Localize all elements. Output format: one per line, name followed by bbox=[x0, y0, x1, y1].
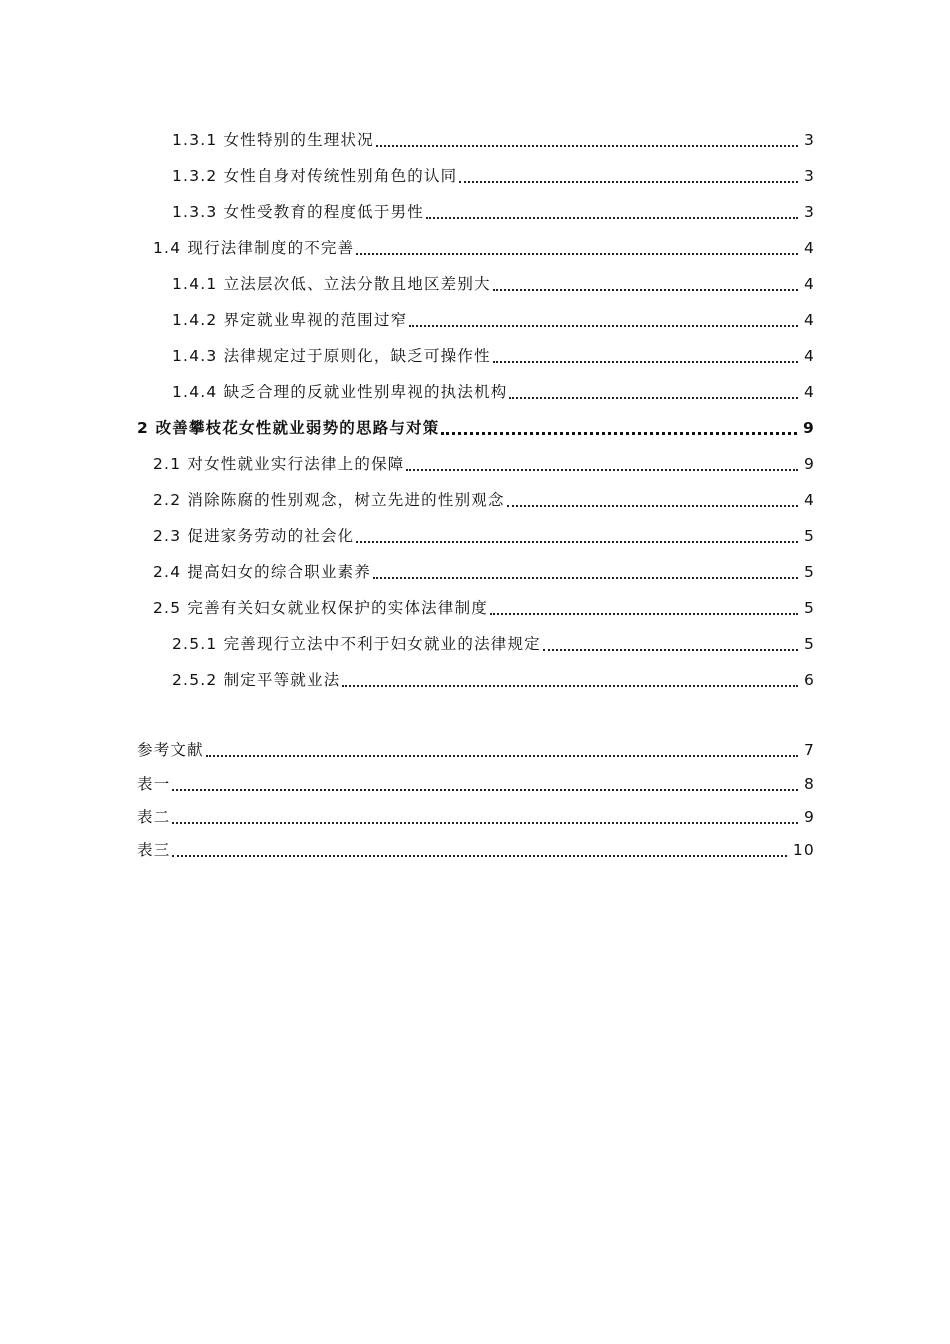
toc-entry-page: 8 bbox=[803, 775, 815, 793]
toc-entry-title: 2.5.2 制定平等就业法 bbox=[172, 671, 341, 689]
toc-entry-title: 1.3.1 女性特别的生理状况 bbox=[172, 131, 374, 149]
toc-entry-page: 5 bbox=[803, 599, 815, 617]
toc-entry[interactable] bbox=[153, 556, 815, 584]
toc-entry-page: 7 bbox=[803, 741, 815, 759]
toc-entry-title: 参考文献 bbox=[137, 741, 204, 759]
toc-leader-dots bbox=[509, 390, 797, 399]
toc-entry-page: 4 bbox=[803, 491, 815, 509]
toc-leader-dots bbox=[356, 534, 798, 543]
toc-entry[interactable] bbox=[153, 448, 815, 476]
toc-entry[interactable] bbox=[153, 592, 815, 620]
toc-entry[interactable] bbox=[172, 628, 815, 656]
toc-entry[interactable] bbox=[153, 232, 815, 260]
toc-leader-dots bbox=[373, 570, 798, 579]
toc-entry-page: 5 bbox=[803, 635, 815, 653]
toc-leader-dots bbox=[459, 174, 798, 183]
toc-entry-title: 1.4.2 界定就业卑视的范围过窄 bbox=[172, 311, 408, 329]
toc-entry-page: 4 bbox=[803, 347, 815, 365]
toc-entry-title: 2.5.1 完善现行立法中不利于妇女就业的法律规定 bbox=[172, 635, 541, 653]
toc-entry-page: 3 bbox=[803, 203, 815, 221]
toc-entry-title: 1.4.4 缺乏合理的反就业性别卑视的执法机构 bbox=[172, 383, 508, 401]
toc-entry[interactable] bbox=[172, 160, 815, 188]
toc-entry-title: 2.5 完善有关妇女就业权保护的实体法律制度 bbox=[153, 599, 488, 617]
toc-leader-dots bbox=[507, 498, 798, 507]
toc-leader-dots bbox=[406, 462, 797, 471]
toc-entry-title: 表三 bbox=[137, 841, 171, 859]
toc-leader-dots bbox=[493, 354, 798, 363]
toc-leader-dots bbox=[206, 748, 798, 757]
toc-entry-title: 2.3 促进家务劳动的社会化 bbox=[153, 527, 355, 545]
toc-leader-dots bbox=[409, 318, 798, 327]
toc-entry-title: 1.3.3 女性受教育的程度低于男性 bbox=[172, 203, 424, 221]
toc-entry-page: 9 bbox=[803, 419, 815, 437]
toc-leader-dots bbox=[342, 678, 797, 687]
toc-entry-title: 1.4 现行法律制度的不完善 bbox=[153, 239, 355, 257]
toc-entry-page: 5 bbox=[803, 563, 815, 581]
toc-entry-page: 6 bbox=[803, 671, 815, 689]
toc-entry[interactable] bbox=[153, 484, 815, 512]
toc-entry-page: 5 bbox=[803, 527, 815, 545]
toc-leader-dots bbox=[426, 210, 798, 219]
toc-entry-page: 10 bbox=[792, 841, 815, 859]
toc-leader-dots bbox=[172, 848, 786, 857]
toc-entry-title: 1.4.3 法律规定过于原则化，缺乏可操作性 bbox=[172, 347, 491, 365]
toc-chapter-entry[interactable] bbox=[137, 412, 815, 440]
toc-entry[interactable] bbox=[172, 268, 815, 296]
toc-entry-title: 2.1 对女性就业实行法律上的保障 bbox=[153, 455, 405, 473]
toc-entry-title: 1.4.1 立法层次低、立法分散且地区差别大 bbox=[172, 275, 491, 293]
toc-entry-page: 3 bbox=[803, 131, 815, 149]
toc-entry-page: 4 bbox=[803, 311, 815, 329]
toc-leader-dots bbox=[172, 815, 798, 824]
toc-entry-page: 4 bbox=[803, 383, 815, 401]
toc-entry[interactable] bbox=[172, 196, 815, 224]
toc-entry[interactable] bbox=[172, 304, 815, 332]
toc-entry-table-3[interactable] bbox=[137, 834, 815, 862]
toc-leader-dots bbox=[356, 246, 798, 255]
toc-leader-dots bbox=[490, 606, 798, 615]
toc-entry[interactable] bbox=[172, 124, 815, 152]
toc-leader-dots bbox=[493, 282, 798, 291]
toc-entry-page: 9 bbox=[803, 808, 815, 826]
toc-entry-title: 表一 bbox=[137, 775, 171, 793]
toc-entry[interactable] bbox=[153, 520, 815, 548]
toc-leader-dots bbox=[172, 782, 798, 791]
toc-leader-dots bbox=[376, 138, 798, 147]
toc-entry-page: 9 bbox=[803, 455, 815, 473]
toc-entry-page: 4 bbox=[803, 239, 815, 257]
toc-entry[interactable] bbox=[172, 664, 815, 692]
toc-leader-dots bbox=[543, 642, 798, 651]
toc-entry-table-2[interactable] bbox=[137, 801, 815, 829]
toc-entry-title: 表二 bbox=[137, 808, 171, 826]
toc-entry-page: 3 bbox=[803, 167, 815, 185]
toc-entry[interactable] bbox=[172, 340, 815, 368]
toc-leader-dots bbox=[441, 425, 797, 435]
toc-entry[interactable] bbox=[172, 376, 815, 404]
toc-entry-title: 2.2 消除陈腐的性别观念，树立先进的性别观念 bbox=[153, 491, 505, 509]
toc-entry-title: 2.4 提高妇女的综合职业素养 bbox=[153, 563, 372, 581]
toc-entry-table-1[interactable] bbox=[137, 768, 815, 796]
toc-entry-page: 4 bbox=[803, 275, 815, 293]
toc-entry-title: 2 改善攀枝花女性就业弱势的思路与对策 bbox=[137, 419, 440, 437]
toc-entry-references[interactable] bbox=[137, 734, 815, 762]
toc-entry-title: 1.3.2 女性自身对传统性别角色的认同 bbox=[172, 167, 458, 185]
